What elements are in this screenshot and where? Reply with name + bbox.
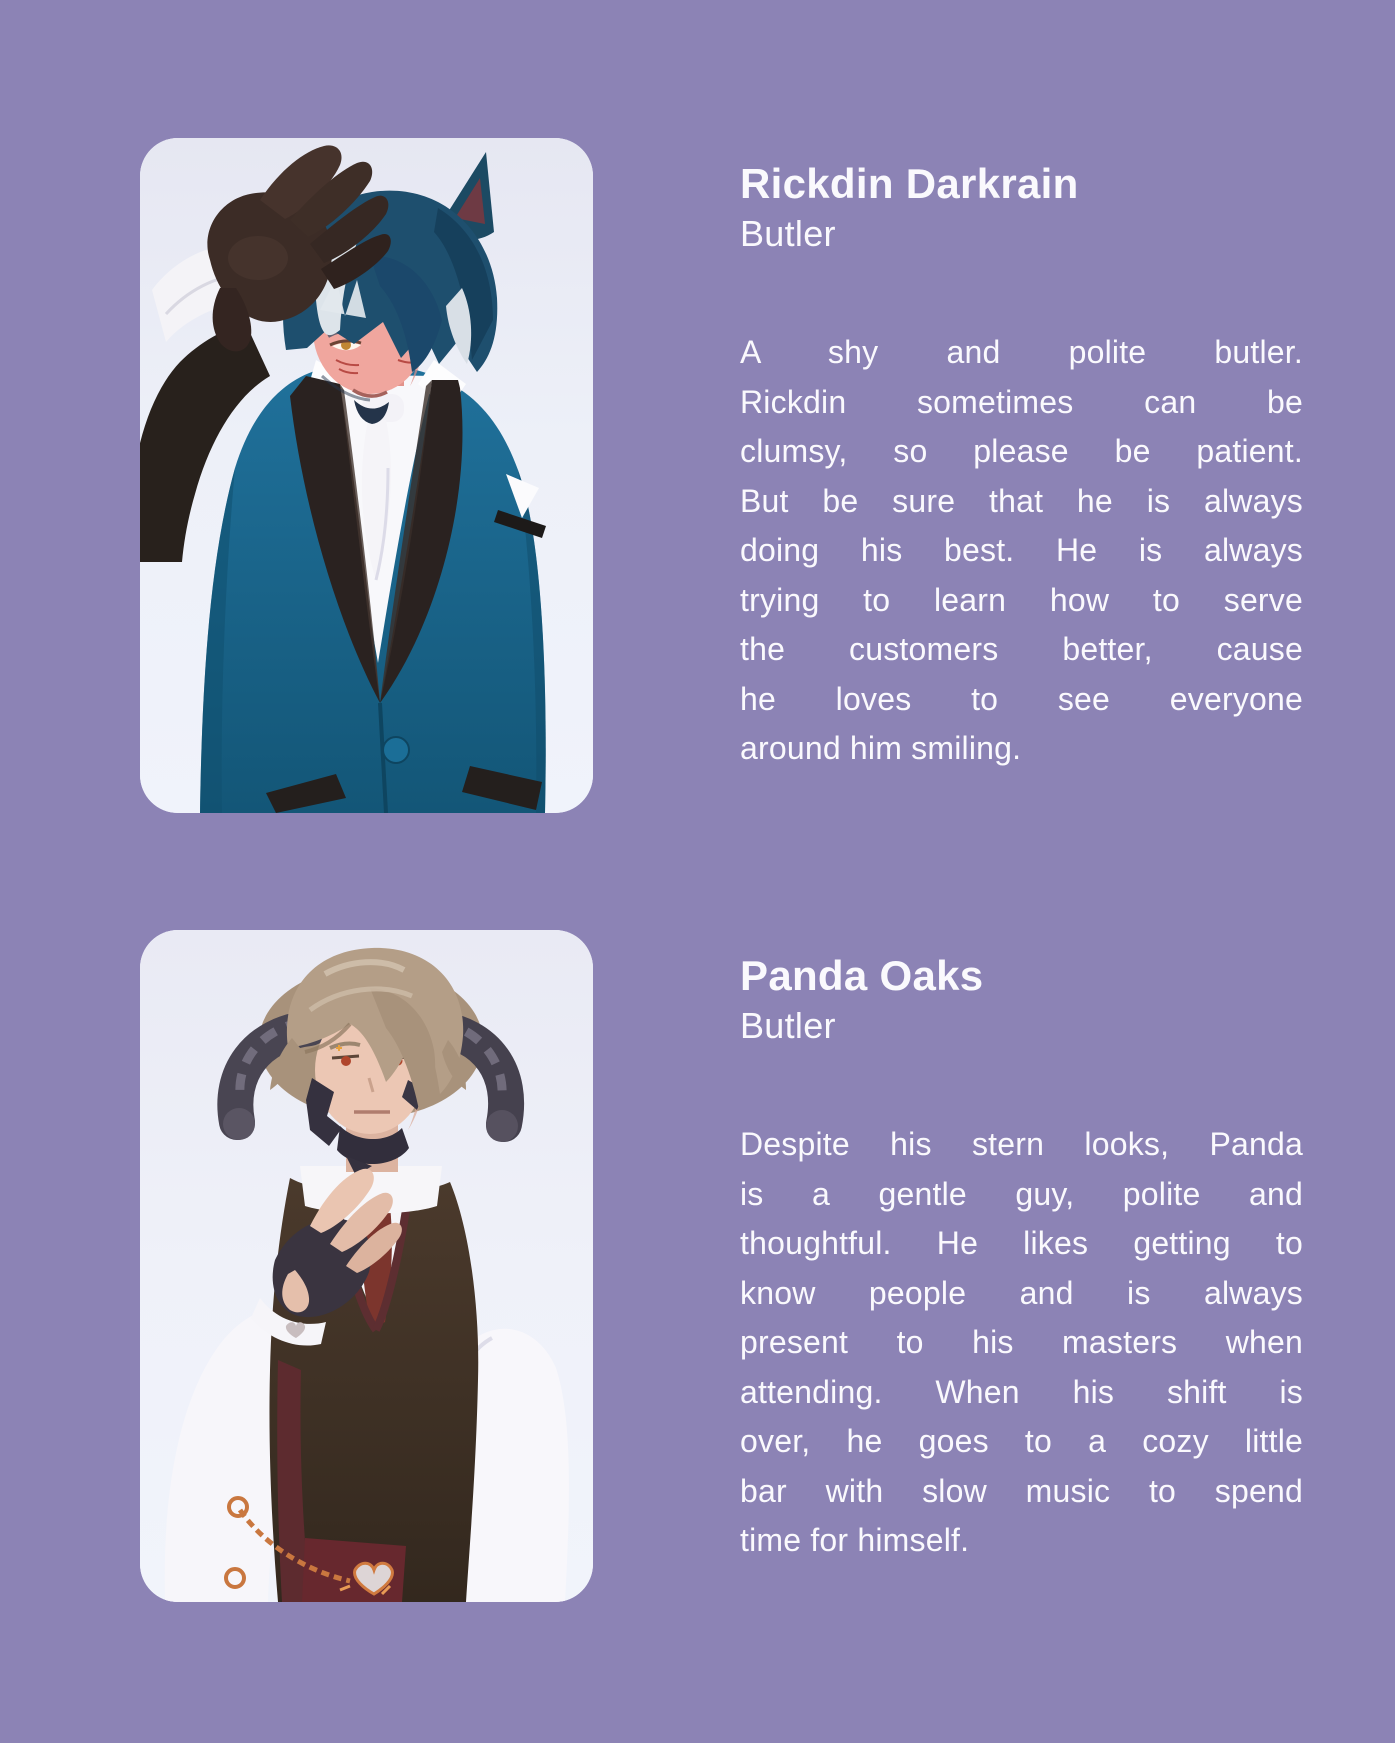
- description-line: clumsy, so please be patient.: [740, 433, 1303, 469]
- description-line: he loves to see everyone: [740, 680, 1303, 717]
- profile-name: Rickdin Darkrain: [740, 160, 1079, 207]
- profile-description: [740, 328, 1303, 774]
- rickdin-portrait-illustration: [140, 138, 593, 813]
- description-line: Despite his stern looks, Panda: [740, 1126, 1303, 1162]
- profile-role: Butler: [740, 1005, 836, 1046]
- description-line: over, he goes to a cozy little: [740, 1423, 1303, 1459]
- description-line: the customers better, cause: [740, 631, 1303, 667]
- profile-role: Butler: [740, 213, 836, 254]
- description-line: attending. When his shift is: [740, 1373, 1303, 1410]
- panda-portrait-illustration: [140, 930, 593, 1602]
- description-line: thoughtful. He likes getting to: [740, 1225, 1303, 1261]
- description-line: bar with slow music to spend: [740, 1472, 1303, 1509]
- rickdin-portrait-card: [140, 138, 593, 813]
- description-line: doing his best. He is always: [740, 532, 1303, 568]
- profile-name: Panda Oaks: [740, 952, 984, 999]
- description-line: know people and is always: [740, 1274, 1303, 1311]
- description-line: present to his masters when: [740, 1324, 1303, 1360]
- description-line: is a gentle guy, polite and: [740, 1175, 1303, 1212]
- panda-text-block: [740, 950, 1303, 1566]
- panda-portrait-card: [140, 930, 593, 1602]
- description-line: A shy and polite butler.: [740, 334, 1303, 370]
- description-line: But be sure that he is always: [740, 482, 1303, 519]
- description-line: Rickdin sometimes can be: [740, 383, 1303, 420]
- rickdin-text-block: [740, 158, 1303, 774]
- description-line: time for himself.: [740, 1522, 970, 1558]
- description-line: trying to learn how to serve: [740, 581, 1303, 618]
- profile-description: [740, 1120, 1303, 1566]
- description-line: around him smiling.: [740, 730, 1022, 766]
